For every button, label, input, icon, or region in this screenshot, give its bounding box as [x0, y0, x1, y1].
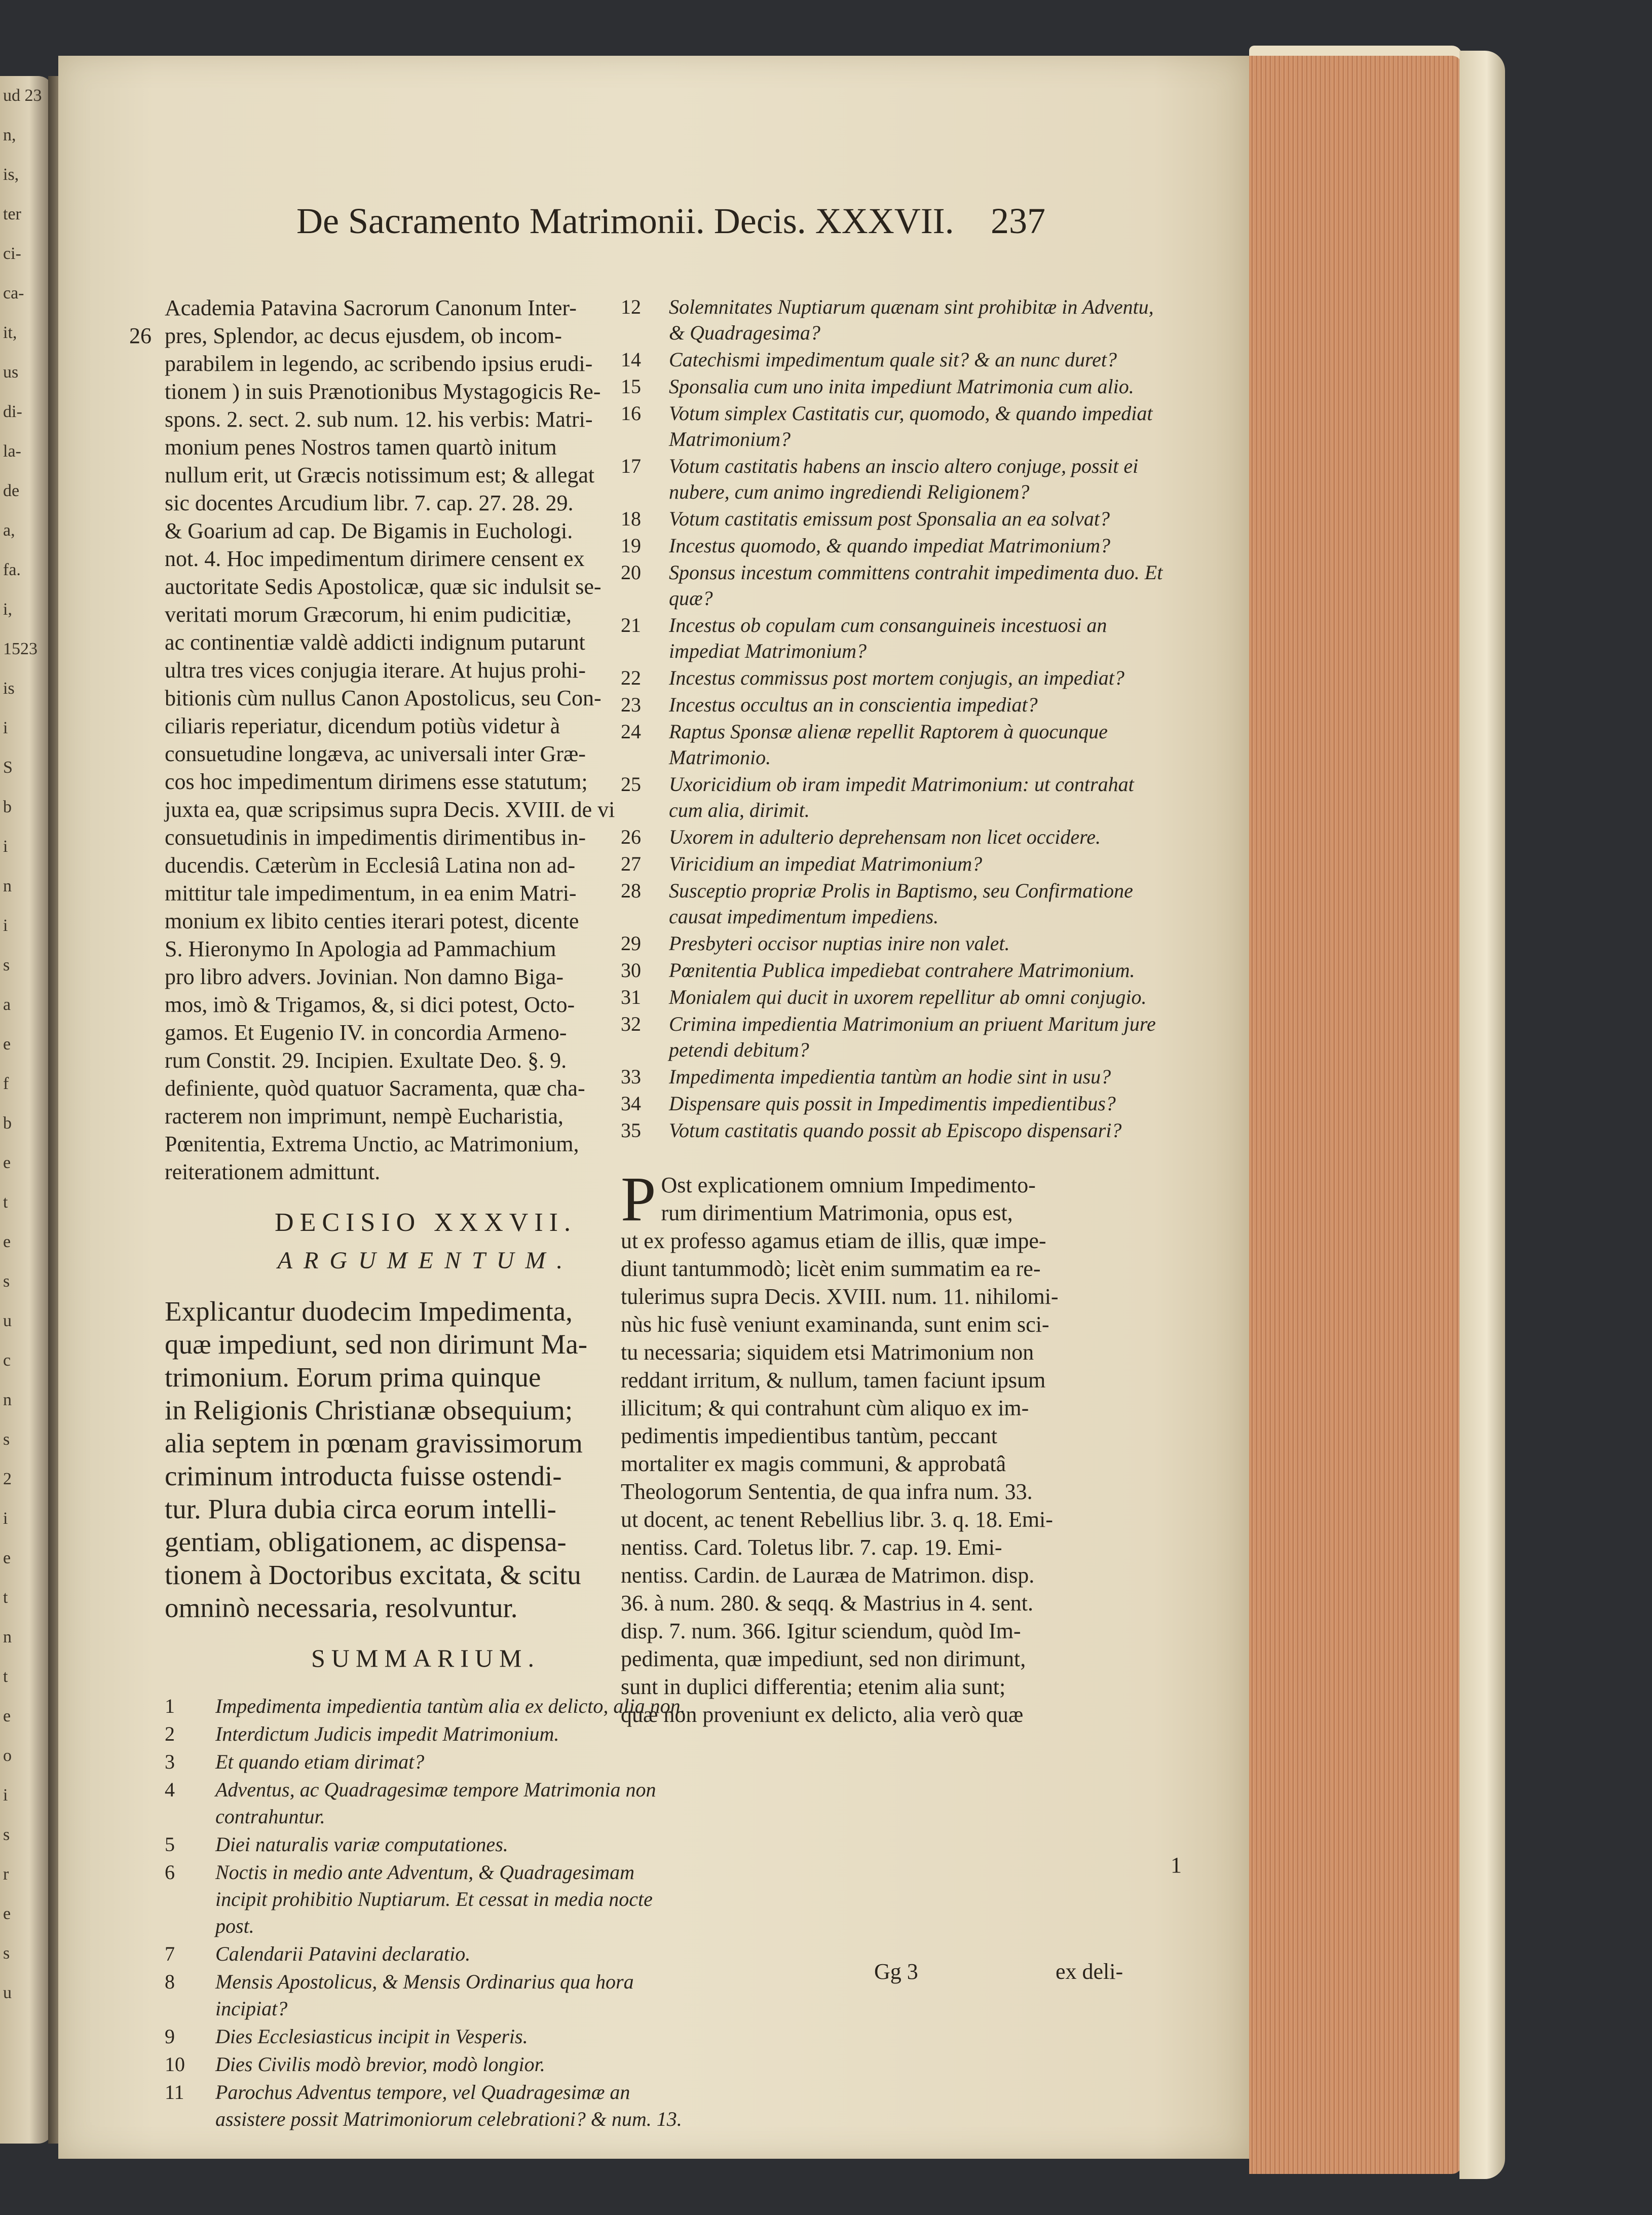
previous-page-fragment: e — [3, 1549, 11, 1567]
text-line: mortaliter ex magis communi, & approbatâ — [621, 1451, 1006, 1476]
summary-item — [621, 851, 1168, 877]
summary-item-number: 23 — [621, 693, 641, 716]
text-line: illicitum; & qui contrahunt cùm aliquo ex im- — [621, 1396, 1029, 1420]
summary-item-number: 2 — [165, 1722, 175, 1745]
text-line: quæ non proveniunt ex delicto, alia verò quæ — [621, 1702, 1024, 1727]
summary-item-text: Incestus occultus an in conscientia impediat? — [669, 693, 1038, 716]
summary-item-number: 22 — [621, 666, 641, 689]
text-line: not. 4. Hoc impedimentum dirimere censent ex — [165, 546, 585, 571]
text-line: pro libro advers. Jovinian. Non damno Biga- — [165, 964, 564, 989]
text-line: consuetudine longæva, ac universali inter Græ- — [165, 741, 586, 766]
summary-item — [621, 347, 1168, 372]
previous-page-fragment: b — [3, 1114, 12, 1133]
summary-item-number: 28 — [621, 879, 641, 902]
argument-line: alia septem in pœnam gravissimorum — [165, 1428, 583, 1458]
text-line: pedimentis impedientibus tantùm, peccant — [621, 1423, 997, 1448]
summary-item — [165, 1859, 687, 1939]
text-line: & Goarium ad cap. De Bigamis in Euchologi. — [165, 518, 573, 543]
previous-page-fragment: is, — [3, 165, 19, 184]
previous-page-fragment: o — [3, 1746, 12, 1765]
previous-page-fragment: i — [3, 719, 8, 737]
previous-page-fragment: us — [3, 363, 19, 382]
summary-item-number: 16 — [621, 402, 641, 425]
summary-item — [621, 719, 1168, 770]
text-line: nullum erit, ut Græcis notissimum est; & allegat — [165, 463, 595, 487]
previous-page-fragment: t — [3, 1193, 8, 1212]
summary-item-text: Mensis Apostolicus, & Mensis Ordinarius qua hora incipiat? — [215, 1970, 634, 2020]
previous-page-fragment: e — [3, 1904, 11, 1923]
left-column-text — [165, 294, 687, 1186]
summary-item-text: Votum castitatis emissum post Sponsalia an ea solvat? — [669, 507, 1110, 530]
previous-page-fragment: n — [3, 877, 12, 895]
previous-page-fragment: is — [3, 679, 15, 698]
summary-item-text: Uxoricidium ob iram impedit Matrimonium: ut contrahat cum alia, dirimit. — [669, 773, 1134, 821]
previous-page-fragment: r — [3, 1865, 9, 1884]
summary-item-text: Monialem qui ducit in uxorem repellitur ab omni conjugio. — [669, 986, 1147, 1008]
argument-line: gentiam, obligationem, ac dispensa- — [165, 1526, 567, 1557]
previous-page-fragment: di- — [3, 402, 22, 421]
argument-line: criminum introducta fuisse ostendi- — [165, 1460, 562, 1491]
text-line: ciliaris reperiatur, dicendum potiùs videtur à — [165, 714, 560, 738]
summary-item-number: 25 — [621, 773, 641, 796]
page-block-edge — [1249, 56, 1462, 2174]
summary-item-text: Sponsalia cum uno inita impediunt Matrimonia cum alio. — [669, 375, 1134, 398]
argument-paragraph — [165, 1295, 687, 1624]
previous-page-fragment: a — [3, 995, 11, 1014]
text-line: nentiss. Card. Toletus libr. 7. cap. 19. Emi- — [621, 1535, 1002, 1560]
text-line: tionem ) in suis Prænotionibus Mystagogicis Re- — [165, 379, 601, 404]
summary-item-text: Noctis in medio ante Adventum, & Quadragesimam incipit prohibitio Nuptiarum. Et cessat in media nocte post. — [215, 1861, 653, 1937]
summary-item-number: 30 — [621, 959, 641, 982]
summary-item — [621, 1011, 1168, 1063]
summary-item-number: 18 — [621, 507, 641, 530]
summary-item-text: Diei naturalis variæ computationes. — [215, 1833, 508, 1856]
summary-item-text: Raptus Sponsæ alienæ repellit Raptorem à quocunque Matrimonio. — [669, 720, 1108, 769]
argument-line: omninò necessaria, resolvuntur. — [165, 1592, 518, 1623]
argument-line: trimonium. Eorum prima quinque — [165, 1362, 541, 1393]
summary-item-text: Pœnitentia Publica impediebat contrahere Matrimonium. — [669, 959, 1135, 982]
left-column — [165, 294, 687, 2132]
previous-page-fragment: n — [3, 1391, 12, 1409]
previous-page-fragment: i — [3, 837, 8, 856]
text-line: reddant irritum, & nullum, tamen faciunt ipsum — [621, 1368, 1046, 1393]
text-line: sunt in duplici differentia; etenim alia sunt; — [621, 1674, 1006, 1699]
previous-page-fragment: e — [3, 1035, 11, 1054]
summary-item-number: 33 — [621, 1065, 641, 1088]
running-head-title: De Sacramento Matrimonii. Decis. XXXVII. — [296, 201, 954, 241]
summary-item-number: 31 — [621, 986, 641, 1008]
summary-item-text: Et quando etiam dirimat? — [215, 1750, 425, 1773]
text-line: Pœnitentia, Extrema Unctio, ac Matrimonium, — [165, 1132, 579, 1156]
previous-page-fragment: ter — [3, 205, 21, 223]
previous-page-fragment: i — [3, 916, 8, 935]
previous-page-fragment: a, — [3, 521, 15, 540]
text-line: parabilem in legendo, ac scribendo ipsius erudi- — [165, 351, 593, 376]
previous-page-fragment: t — [3, 1588, 8, 1607]
text-line: racterem non imprimunt, nempè Eucharistia, — [165, 1104, 564, 1129]
text-line: spons. 2. sect. 2. sub num. 12. his verbis: Matri- — [165, 407, 593, 432]
previous-page-fragment: s — [3, 1944, 10, 1963]
signature-mark: Gg 3 — [874, 1959, 918, 1984]
summary-item — [621, 824, 1168, 850]
previous-page-fragment: la- — [3, 442, 21, 461]
argumentum-heading: ARGUMENTUM. — [277, 1247, 574, 1274]
argument-line: quæ impediunt, sed non dirimunt Ma- — [165, 1329, 588, 1360]
summary-item — [165, 2079, 687, 2132]
summary-item-text: Solemnitates Nuptiarum quænam sint prohibitæ in Adventu, & Quadragesima? — [669, 295, 1154, 344]
text-line: gamos. Et Eugenio IV. in concordia Armeno- — [165, 1020, 567, 1045]
right-column — [621, 294, 1168, 1729]
summary-item-text: Presbyteri occisor nuptias inire non valet. — [669, 932, 1010, 955]
summary-item-text: Dies Ecclesiasticus incipit in Vesperis. — [215, 2025, 528, 2048]
summary-item-text: Adventus, ac Quadragesimæ tempore Matrimonia non contrahuntur. — [215, 1778, 656, 1828]
text-line: pedimenta, quæ impediunt, sed non dirimunt, — [621, 1646, 1026, 1671]
text-line: ultra tres vices conjugia iterare. At hujus prohi- — [165, 658, 586, 683]
summary-item-text: Impedimenta impedientia tantùm alia ex delicto, alia non. — [215, 1695, 686, 1717]
summary-item-number: 14 — [621, 348, 641, 371]
text-line: cos hoc impedimentum dirimens esse statutum; — [165, 769, 588, 794]
summary-item-text: Interdictum Judicis impedit Matrimonium. — [215, 1722, 559, 1745]
summary-item — [621, 771, 1168, 823]
previous-page-fragment: 1523 — [3, 640, 37, 658]
previous-page-fragment: n, — [3, 126, 16, 144]
summary-item-number: 17 — [621, 455, 641, 477]
summary-item-text: Impedimenta impedientia tantùm an hodie sint in usu? — [669, 1065, 1111, 1088]
summary-item-number: 10 — [165, 2053, 185, 2076]
text-line: rum Constit. 29. Incipien. Exultate Deo. §. 9. — [165, 1048, 567, 1073]
summary-item-number: 1 — [165, 1695, 175, 1717]
text-line: 36. à num. 280. & seqq. & Mastrius in 4. sent. — [621, 1591, 1033, 1616]
text-line: Ost explicationem omnium Impedimento- — [661, 1173, 1036, 1197]
summary-item-number: 26 — [621, 825, 641, 848]
summary-list-left — [165, 1693, 687, 2132]
previous-page-fragment: e — [3, 1707, 11, 1725]
summarium-heading: SUMMARIUM. — [311, 1644, 540, 1672]
summary-item-text: Sponsus incestum committens contrahit impedimenta duo. Et quæ? — [669, 561, 1163, 610]
summary-item — [621, 1091, 1168, 1116]
summary-item — [621, 1064, 1168, 1090]
summary-item — [621, 1117, 1168, 1143]
summary-item — [621, 957, 1168, 983]
text-line: Academia Patavina Sacrorum Canonum Inter- — [165, 295, 577, 320]
text-line: monium penes Nostros tamen quartò initum — [165, 435, 557, 460]
summary-item-number: 3 — [165, 1750, 175, 1773]
text-line: tu necessaria; siquidem etsi Matrimonium non — [621, 1340, 1034, 1365]
summary-item-text: Votum castitatis quando possit ab Episcopo dispensari? — [669, 1119, 1122, 1142]
previous-page-fragment: s — [3, 1825, 10, 1844]
text-line: ut ex professo agamus etiam de illis, quæ impe- — [621, 1228, 1046, 1253]
previous-page-fragment: s — [3, 956, 10, 974]
argument-line: tur. Plura dubia circa eorum intelli- — [165, 1493, 556, 1524]
decisio-heading: DECISIO XXXVII. — [275, 1208, 577, 1237]
summary-item — [165, 2023, 687, 2050]
text-line: diunt tantummodò; licèt enim summatim ea re- — [621, 1256, 1041, 1281]
summary-item — [621, 612, 1168, 664]
summary-item-text: Dispensare quis possit in Impedimentis impedientibus? — [669, 1092, 1116, 1115]
summary-item-text: Dies Civilis modò brevior, modò longior. — [215, 2053, 545, 2076]
summary-item — [621, 930, 1168, 956]
text-line: veritati morum Græcorum, hi enim pudicitiæ, — [165, 602, 572, 627]
summary-item — [621, 984, 1168, 1010]
summary-item — [165, 1720, 687, 1747]
summary-item-number: 9 — [165, 2025, 175, 2048]
summary-item — [165, 1831, 687, 1858]
summary-item-text: Incestus commissus post mortem conjugis, an impediat? — [669, 666, 1124, 689]
summary-item — [621, 665, 1168, 691]
summary-item-text: Uxorem in adulterio deprehensam non licet occidere. — [669, 825, 1101, 848]
summary-item — [165, 1968, 687, 2022]
text-line: disp. 7. num. 366. Igitur sciendum, quòd Im- — [621, 1619, 1021, 1643]
summary-item-text: Calendarii Patavini declaratio. — [215, 1942, 471, 1965]
text-line: rum dirimentium Matrimonia, opus est, — [661, 1200, 1013, 1225]
previous-page-fragment: t — [3, 1667, 8, 1686]
summary-item — [165, 1693, 687, 1719]
summary-item — [165, 1748, 687, 1775]
text-line: S. Hieronymo In Apologia ad Pammachium — [165, 936, 556, 961]
previous-page-fragment: b — [3, 798, 12, 816]
previous-page-fragment: c — [3, 1351, 11, 1370]
summary-item — [621, 294, 1168, 346]
summary-item-number: 20 — [621, 561, 641, 584]
text-line: mos, imò & Trigamos, &, si dici potest, Octo- — [165, 992, 575, 1017]
main-paragraph — [621, 1165, 1168, 1729]
previous-page-fragment: ud 23 — [3, 86, 42, 105]
summary-item-text: Crimina impedientia Matrimonium an priuent Maritum jure petendi debitum? — [669, 1012, 1156, 1061]
text-line: nùs hic fusè veniunt examinanda, sunt enim sci- — [621, 1312, 1049, 1337]
summary-item-text: Votum castitatis habens an inscio altero conjuge, possit ei nubere, cum animo ingrediendi Religionem? — [669, 455, 1139, 503]
summary-item-number: 5 — [165, 1833, 175, 1856]
text-line: definiente, quòd quatuor Sacramenta, quæ cha- — [165, 1076, 585, 1101]
summary-item-number: 24 — [621, 720, 641, 743]
summary-list-right — [621, 294, 1168, 1143]
text-line: consuetudinis in impedimentis dirimentibus in- — [165, 825, 586, 850]
summary-item-text: Viricidium an impediat Matrimonium? — [669, 852, 983, 875]
summary-item — [165, 1940, 687, 1967]
summary-item-number: 32 — [621, 1012, 641, 1035]
previous-page-fragment: s — [3, 1272, 10, 1291]
text-line: reiterationem admittunt. — [165, 1159, 381, 1184]
text-line: Theologorum Sententia, de qua infra num. 33. — [621, 1479, 1033, 1504]
summary-item-number: 21 — [621, 614, 641, 636]
previous-page-fragment: e — [3, 1232, 11, 1251]
main-paragraph-text — [621, 1165, 1168, 1729]
summary-item — [621, 506, 1168, 532]
previous-page-fragment: ci- — [3, 244, 21, 263]
summary-item-number: 15 — [621, 375, 641, 398]
text-line: mittitur tale impedimentum, in ea enim Matri- — [165, 881, 577, 906]
previous-page-fragment: 2 — [3, 1470, 12, 1488]
previous-page-fragment: s — [3, 1430, 10, 1449]
previous-page-fragment: S — [3, 758, 13, 777]
argument-line: tionem à Doctoribus excitata, & scitu — [165, 1559, 581, 1590]
text-line: monium ex libito centies iterari potest, dicente — [165, 909, 579, 933]
text-line: sic docentes Arcudium libr. 7. cap. 27. 28. 29. — [165, 491, 574, 515]
summary-item — [621, 692, 1168, 718]
summary-item — [621, 878, 1168, 929]
summary-item — [621, 373, 1168, 399]
summary-item — [165, 2051, 687, 2078]
margin-note: 1 — [1171, 1853, 1182, 1878]
previous-page-margin-text — [0, 76, 53, 2144]
argument-line: in Religionis Christianæ obsequium; — [165, 1395, 573, 1425]
text-line: nentiss. Cardin. de Lauræa de Matrimon. disp. — [621, 1563, 1035, 1588]
summary-item-text: Catechismi impedimentum quale sit? & an nunc duret? — [669, 348, 1117, 371]
text-line: pres, Splendor, ac decus ejusdem, ob incom- — [165, 323, 562, 348]
argument-line: Explicantur duodecim Impedimenta, — [165, 1296, 573, 1327]
drop-cap: P — [621, 1165, 656, 1234]
summary-item — [621, 453, 1168, 505]
summary-item-number: 7 — [165, 1942, 175, 1965]
summary-item-text: Parochus Adventus tempore, vel Quadragesimæ an assistere possit Matrimoniorum celebrationi? & num. 13. — [215, 2081, 682, 2130]
summary-item-number: 19 — [621, 534, 641, 557]
summary-item-text: Votum simplex Castitatis cur, quomodo, & quando impediat Matrimonium? — [669, 402, 1153, 450]
text-line: ducendis. Cæterùm in Ecclesiâ Latina non ad- — [165, 853, 576, 878]
catchword: ex deli- — [1056, 1959, 1123, 1984]
previous-page-fragment: i — [3, 1786, 8, 1805]
summary-item-number: 27 — [621, 852, 641, 875]
text-line: bitionis cùm nullus Canon Apostolicus, seu Con- — [165, 686, 602, 710]
previous-page-fragment: e — [3, 1153, 11, 1172]
summary-item — [621, 400, 1168, 452]
text-line: juxta ea, quæ scripsimus supra Decis. XVIII. de vi — [165, 797, 615, 822]
text-line: auctoritate Sedis Apostolicæ, quæ sic indulsit se- — [165, 574, 602, 599]
previous-page-edge — [0, 76, 53, 2144]
summary-item-text: Incestus quomodo, & quando impediat Matrimonium? — [669, 534, 1111, 557]
summary-item-number: 29 — [621, 932, 641, 955]
previous-page-fragment: i — [3, 1509, 8, 1528]
previous-page-fragment: n — [3, 1628, 12, 1646]
previous-page-fragment: fa. — [3, 560, 21, 579]
summary-item-number: 11 — [165, 2081, 184, 2104]
previous-page-fragment: i, — [3, 600, 12, 619]
previous-page-fragment: u — [3, 1983, 12, 2002]
summary-item-number: 34 — [621, 1092, 641, 1115]
text-line: ac continentiæ valdè addicti indignum putarunt — [165, 630, 585, 655]
summary-item-number: 8 — [165, 1970, 175, 1993]
previous-page-fragment: u — [3, 1311, 12, 1330]
previous-page-fragment: ca- — [3, 284, 24, 303]
summary-item-number: 35 — [621, 1119, 641, 1142]
summary-item-text: Incestus ob copulam cum consanguineis incestuosi an impediat Matrimonium? — [669, 614, 1107, 662]
summary-item — [165, 1776, 687, 1830]
summary-item — [621, 559, 1168, 611]
side-number: 26 — [129, 323, 152, 348]
previous-page-fragment: de — [3, 481, 20, 500]
summary-item-number: 12 — [621, 295, 641, 318]
summary-item-number: 6 — [165, 1861, 175, 1884]
book-cover-edge — [1459, 51, 1505, 2179]
summary-item-text: Susceptio propriæ Prolis in Baptismo, seu Confirmatione causat impedimentum impediens. — [669, 879, 1133, 928]
text-line: ut docent, ac tenent Rebellius libr. 3. q. 18. Emi- — [621, 1507, 1053, 1532]
previous-page-fragment: f — [3, 1074, 9, 1093]
previous-page-fragment: it, — [3, 323, 17, 342]
summary-item — [621, 533, 1168, 558]
summary-item-number: 4 — [165, 1778, 175, 1801]
page-number: 237 — [991, 201, 1045, 241]
text-line: tulerimus supra Decis. XVIII. num. 11. nihilomi- — [621, 1284, 1059, 1309]
book-page — [58, 56, 1249, 2159]
